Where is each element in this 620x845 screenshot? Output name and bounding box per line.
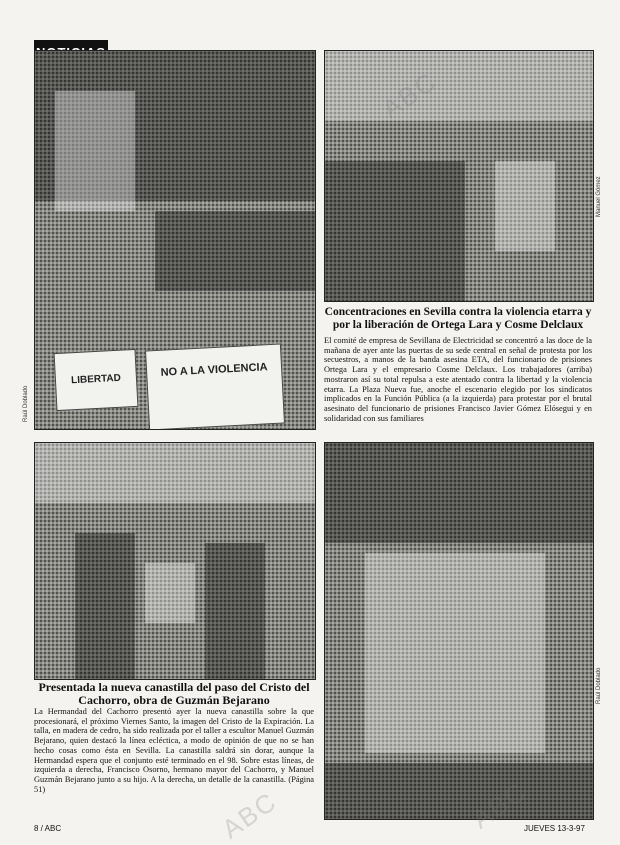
- watermark: ABC: [216, 785, 283, 845]
- story3-body: La Hermandad del Cachorro presentó ayer la nueva canastilla sobre la que procesionará, el próximo Viernes Santo, la imagen del Cristo de la Expiración. La talla, en madera de cedro, ha sido realizada por el taller a escultor Manuel Guzmán Bejarano, quien destacó la línea ecléctica, a modo de opinión de que no se han hecho cosas como ésta en Sevilla. La canastilla saldrá sin dorar, aunque la Hermandad espera que el conjunto esté terminado en el 98. Sobre estas líneas, de izquierda a derecha, Francisco Osorno, hermano mayor del Cachorro, y Manuel Guzmán Bejarano junto a su hijo. A la derecha, un detalle de la canastilla. (Página 51): [34, 707, 314, 794]
- story2-body: El comité de empresa de Sevillana de Electricidad se concentró a las doce de la mañana de ayer ante las puertas de su sede central en señal de protesta por los secuestros, a manos de la banda asesina ETA, del funcionario de prisiones Ortega Lara y el empresario Cosme Delclaux. Los trabajadores (arriba) mostraron así su total repulsa a este atentado contra la libertad y la violencia etarra. La Plaza Nueva fue, anoche el escenario elegido por los sindicatos implicados en la Función Pública (a la izquierda) para protestar por el brutal asesinato del funcionario de prisiones Francisco Javier Gómez Elósegui y en solidaridad con sus familiares: [324, 336, 592, 423]
- protest-photo-left: [34, 50, 316, 430]
- photo-credit-4: Raúl Doblado: [596, 667, 602, 704]
- issue-date: JUEVES 13-3-97: [524, 824, 585, 833]
- story3-headline: Presentada la nueva canastilla del paso del Cristo del Cachorro, obra de Guzmán Bejarano: [38, 680, 310, 707]
- protest-banner-right: NO A LA VIOLENCIA: [145, 343, 285, 430]
- watermark: ABC: [466, 775, 533, 835]
- workers-protest-photo: [324, 50, 594, 302]
- watermark: ABC: [376, 65, 443, 125]
- photo-credit-1: Raúl Doblado: [23, 385, 29, 422]
- story2-headline: Concentraciones en Sevilla contra la violencia etarra y por la liberación de Ortega Lara y Cosme Delclaux: [324, 306, 592, 331]
- page-folio: 8 / ABC: [34, 824, 62, 833]
- canastilla-detail-photo: [324, 442, 594, 820]
- canastilla-presentation-photo: [34, 442, 316, 680]
- photo-credit-2: Manuel Gómez: [596, 176, 602, 217]
- protest-banner-left: LIBERTAD: [54, 349, 139, 411]
